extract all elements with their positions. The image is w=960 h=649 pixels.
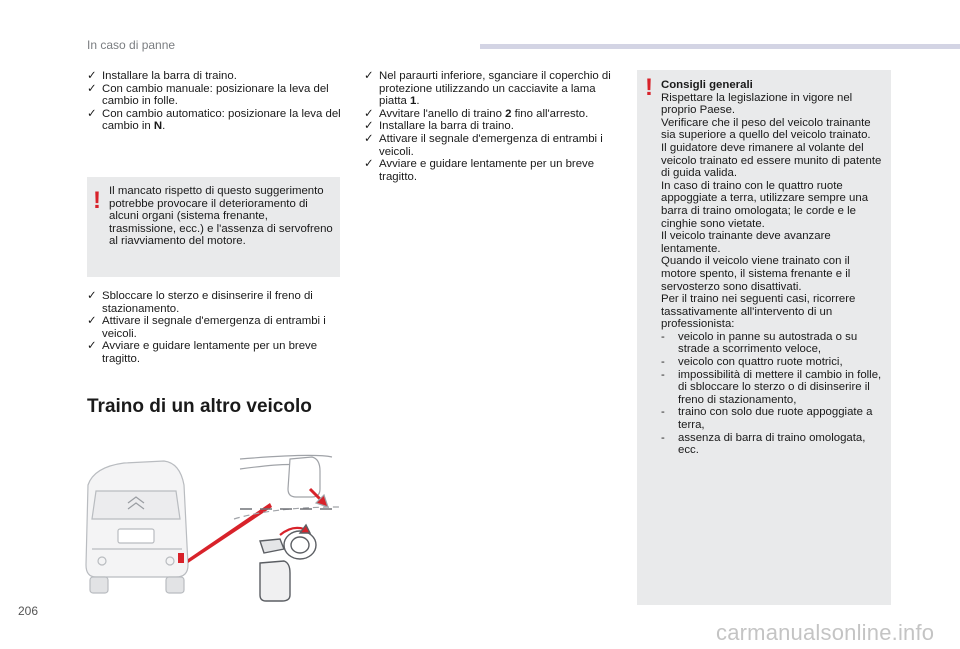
towing-point-marker: [178, 553, 184, 563]
advice-paragraph: Quando il veicolo viene trainato con il motore spento, il sistema frenante e il servosterzo sono disattivati.: [661, 255, 851, 293]
bullet-item: ✓ Con cambio automatico: posizionare la leva del cambio in N.: [87, 107, 341, 133]
header-bar: [480, 44, 960, 49]
col2-bullets: [364, 70, 620, 183]
bullet-item: ✓ Sbloccare lo sterzo e disinserire il freno di stazionamento.: [87, 290, 313, 315]
dash-marker: -: [661, 368, 665, 381]
bullet-item: ✓ Attivare il segnale d'emergenza di entrambi i veicoli.: [87, 315, 326, 340]
bullet-item: ✓ Nel paraurti inferiore, sganciare il coperchio di protezione utilizzando un cacciavite a lama piatta 1.: [364, 70, 611, 108]
general-advice-box: [637, 70, 891, 605]
advice-paragraph: In caso di traino con le quattro ruote appoggiate a terra, utilizzare sempre una barra di traino omologata; le corde e le cinghie sono vietate.: [661, 179, 869, 230]
check-icon: ✓: [364, 132, 374, 145]
advice-paragraph: Rispettare la legislazione in vigore nel proprio Paese.: [661, 91, 853, 117]
section-title: Traino di un altro veicolo: [87, 396, 312, 417]
warning-box: [87, 177, 340, 277]
col1-bullets-top: [87, 70, 342, 133]
advice-paragraph: Verificare che il peso del veicolo trainante sia superiore a quello del veicolo trainato.: [661, 116, 871, 142]
advice-list-item: - veicolo in panne su autostrada o su strade a scorrimento veloce,: [661, 330, 858, 356]
dash-marker: -: [661, 356, 665, 369]
check-icon: ✓: [364, 120, 374, 133]
towing-illustration: [84, 445, 340, 605]
dash-marker: -: [661, 431, 665, 444]
dash-marker: -: [661, 406, 665, 419]
bullet-item: ✓ Avviare e guidare lentamente per un breve tragitto.: [87, 340, 318, 365]
check-icon: ✓: [364, 158, 374, 171]
check-icon: ✓: [87, 315, 97, 328]
advice-list-item: - traino con solo due ruote appoggiate a terra,: [661, 406, 873, 432]
check-icon: ✓: [87, 107, 97, 120]
bullet-item: ✓ Installare la barra di traino.: [87, 70, 237, 82]
advice-paragraph: Per il traino nei seguenti casi, ricorrere tassativamente all'intervento di un professionista:: [661, 293, 856, 331]
callout-line: [188, 503, 272, 563]
bullet-item: ✓ Con cambio manuale: posizionare la leva del cambio in folle.: [87, 82, 329, 108]
check-icon: ✓: [364, 107, 374, 120]
advice-list-item: - veicolo con quattro ruote motrici,: [661, 356, 843, 369]
col1-bullets-bottom: [87, 290, 342, 366]
advice-list-item: - assenza di barra di traino omologata, ecc.: [661, 431, 866, 457]
check-icon: ✓: [87, 82, 97, 95]
page-number: 206: [18, 604, 39, 618]
advice-paragraph: Il guidatore deve rimanere al volante del veicolo trainato ed essere munito di patente di guida valida.: [661, 141, 882, 180]
check-icon: ✓: [87, 70, 97, 82]
warning-text: Il mancato rispetto di questo suggerimento potrebbe provocare il deterioramento di alcuni organi (sistema frenante, trasmissione, ecc.) e l'assenza di servofreno al riavviamento del motore.: [109, 185, 333, 248]
header-section-title: In caso di panne: [87, 38, 176, 52]
bullet-item: ✓ Avvitare l'anello di traino 2 fino all'arresto.: [364, 107, 589, 120]
advice-title: Consigli generali: [661, 79, 753, 91]
advice-paragraph: Il veicolo trainante deve avanzare lentamente.: [661, 230, 831, 255]
check-icon: ✓: [87, 340, 97, 353]
warning-icon: !: [645, 74, 653, 101]
advice-list-item: - impossibilità di mettere il cambio in folle, di sbloccare lo sterzo o di disinserire il freno di stazionamento,: [661, 368, 882, 406]
general-advice-text: [661, 79, 887, 457]
check-icon: ✓: [364, 70, 374, 82]
bullet-item: ✓ Attivare il segnale d'emergenza di entrambi i veicoli.: [364, 132, 603, 158]
warning-icon: !: [93, 187, 101, 214]
bullet-item: ✓ Installare la barra di traino.: [364, 120, 514, 133]
dash-marker: -: [661, 330, 665, 343]
bumper-cover-drawing: [234, 455, 340, 519]
watermark: carmanualsonline.info: [716, 620, 935, 645]
check-icon: ✓: [87, 290, 97, 302]
towing-eye-drawing: [260, 525, 316, 601]
car-rear-drawing: [86, 461, 188, 593]
bullet-item: ✓ Avviare e guidare lentamente per un breve tragitto.: [364, 158, 595, 183]
